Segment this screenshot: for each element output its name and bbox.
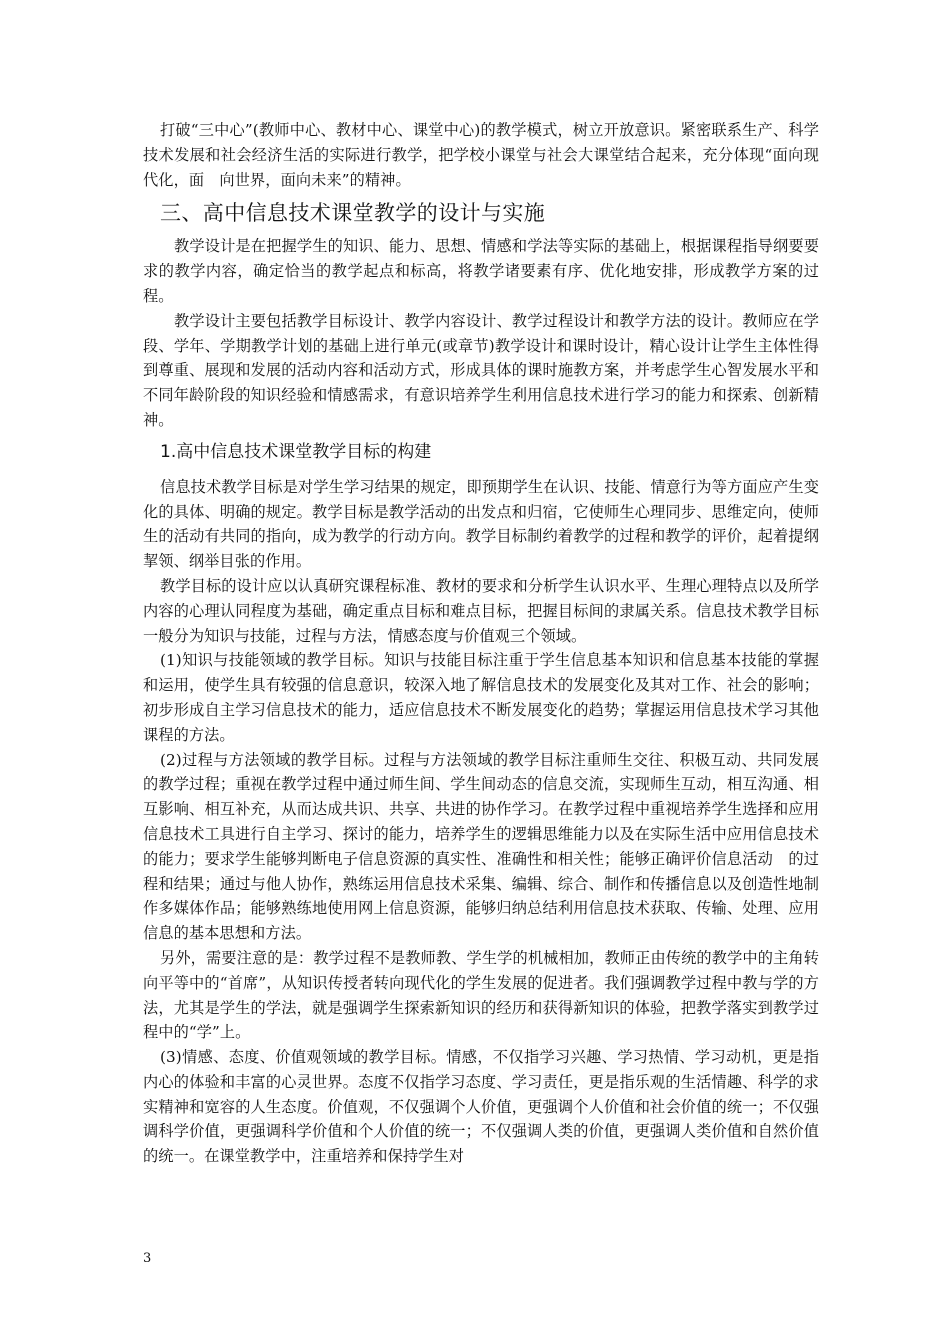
process-methods-paragraph: (2)过程与方法领域的教学目标。过程与方法领域的教学目标注重师生交往、积极互动、共同发展的教学过程；重视在教学过程中通过师生间、学生间动态的信息交流，实现师生互动，相互沟通、相互影响、相互补充，从而达成共识、共享、共进的协作学习。在教学过程中重视培养学生选择和应用信息技术工具进行自主学习、探讨的能力，培养学生的逻辑思维能力以及在实际生活中应用信息技术的能力；要求学生能够判断电子信息资源的真实性、准确性和相关性；能够正确评价信息活动 的过程和结果；通过与他人协作，熟练运用信息技术采集、编辑、综合、制作和传播信息以及创造性地制作多媒体作品；能够熟练地使用网上信息资源，能够归纳总结利用信息技术获取、传输、处理、应用信息的基本思想和方法。 [143, 750, 819, 943]
page-content [143, 118, 819, 1169]
emotion-values-paragraph: (3)情感、态度、价值观领域的教学目标。情感，不仅指学习兴趣、学习热情、学习动机，更是指内心的体验和丰富的心灵世界。态度不仅指学习态度、学习责任，更是指乐观的生活情趣、科学的求实精神和宽容的人生态度。价值观，不仅强调个人价值，更强调个人价值和社会价值的统一；不仅强调科学价值，更强调科学价值和个人价值的统一；不仅强调人类的价值，更强调人类价值和自然价值的统一。在课堂教学中，注重培养和保持学生对 [143, 1048, 819, 1166]
additional-note-paragraph: 另外，需要注意的是：教学过程不是教师教、学生学的机械相加，教师正由传统的教学中的主角转向平等中的“首席”，从知识传授者转向现代化的学生发展的促进者。我们强调教学过程中教与学的方法，尤其是学生的学法，就是强调学生探索新知识的经历和获得新知识的体验，把教学落实到教学过程中的“学”上。 [143, 948, 819, 1042]
section-paragraph-2: 教学设计主要包括教学目标设计、教学内容设计、教学过程设计和教学方法的设计。教师应在学段、学年、学期教学计划的基础上进行单元(或章节)教学设计和课时设计，精心设计让学生主体性得到尊重、展现和发展的活动内容和活动方式，形成具体的课时施教方案，并考虑学生心智发展水平和不同年龄阶段的知识经验和情感需求，有意识培养学生利用信息技术进行学习的能力和探索、创新精神。 [143, 311, 819, 429]
subsection-heading: 1.高中信息技术课堂教学目标的构建 [160, 441, 432, 462]
page-number: 3 [143, 1251, 152, 1266]
knowledge-skills-paragraph: (1)知识与技能领域的教学目标。知识与技能目标注重于学生信息基本知识和信息基本技能的掌握和运用，使学生具有较强的信息意识，较深入地了解信息技术的发展变化及其对工作、社会的影响；初步形成自主学习信息技术的能力，适应信息技术不断发展变化的趋势；掌握运用信息技术学习其他课程的方法。 [143, 651, 819, 744]
objective-design-paragraph: 教学目标的设计应以认真研究课程标准、教材的要求和分析学生认识水平、生理心理特点以及所学内容的心理认同程度为基础，确定重点目标和难点目标，把握目标间的隶属关系。信息技术教学目标一般分为知识与技能，过程与方法，情感态度与价值观三个领域。 [143, 576, 819, 645]
section-paragraph-1: 教学设计是在把握学生的知识、能力、思想、情感和学法等实际的基础上，根据课程指导纲要要求的教学内容，确定恰当的教学起点和标高，将教学诸要素有序、优化地安排，形成教学方案的过程。 [143, 237, 819, 305]
section-heading: 三、高中信息技术课堂教学的设计与实施 [160, 201, 546, 226]
intro-paragraph: 打破“三中心”(教师中心、教材中心、课堂中心)的教学模式，树立开放意识。紧密联系生产、科学技术发展和社会经济生活的实际进行教学，把学校小课堂与社会大课堂结合起来，充分体现“面向现代化，面 向世界，面向未来”的精神。 [143, 121, 819, 189]
objective-definition-paragraph: 信息技术教学目标是对学生学习结果的规定，即预期学生在认识、技能、情意行为等方面应产生变化的具体、明确的规定。教学目标是教学活动的出发点和归宿，它使师生心理同步、思维定向，使师生的活动有共同的指向，成为教学的行动方向。教学目标制约着教学的过程和教学的评价，起着提纲挈领、纲举目张的作用。 [143, 477, 819, 571]
